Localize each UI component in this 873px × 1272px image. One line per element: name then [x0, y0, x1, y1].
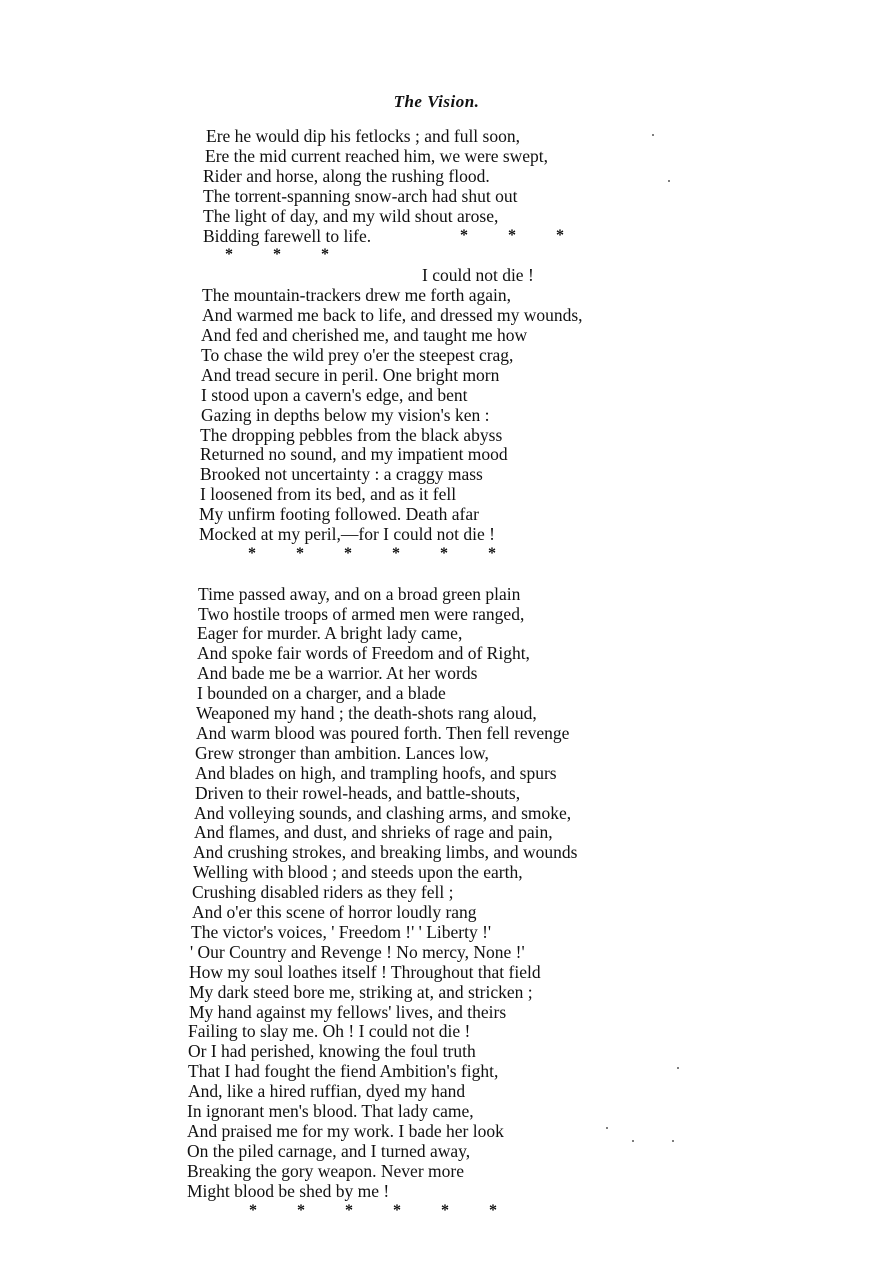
print-speck [632, 1140, 634, 1142]
poem-line: Grew stronger than ambition. Lances low, [195, 743, 489, 763]
poem-line: Two hostile troops of armed men were ranged, [198, 604, 525, 624]
poem-line: Ere he would dip his fetlocks ; and full soon, [206, 126, 520, 146]
poem-line: And spoke fair words of Freedom and of Right, [197, 643, 530, 663]
poem-line: Time passed away, and on a broad green plain [198, 584, 521, 604]
poem-line: The mountain-trackers drew me forth again, [202, 285, 512, 305]
print-speck [672, 1140, 674, 1142]
poem-line: Mocked at my peril,—for I could not die ! [199, 524, 495, 544]
poem-line: And praised me for my work. I bade her look [187, 1121, 504, 1141]
poem-line: And flames, and dust, and shrieks of rage and pain, [194, 822, 553, 842]
poem-line: My dark steed bore me, striking at, and stricken ; [189, 982, 533, 1002]
poem-line: Breaking the gory weapon. Never more [187, 1161, 464, 1181]
print-speck [606, 1127, 608, 1129]
poem-line: Ere the mid current reached him, we were swept, [205, 146, 549, 166]
poem-line: Or I had perished, knowing the foul truth [188, 1041, 476, 1061]
print-speck [652, 134, 654, 136]
section-break-asterisks: * * * * * * [249, 1202, 497, 1219]
poem-line: I could not die ! [422, 265, 534, 285]
section-break-asterisks: * * * [225, 246, 329, 263]
poem-line: Eager for murder. A bright lady came, [197, 623, 463, 643]
poem-line: And, like a hired ruffian, dyed my hand [188, 1081, 466, 1101]
poem-line: Weaponed my hand ; the death-shots rang aloud, [196, 703, 537, 723]
poem-line: The victor's voices, ' Freedom !' ' Liberty !' [191, 922, 492, 942]
poem-line: ' Our Country and Revenge ! No mercy, None !' [190, 942, 525, 962]
poem-line: And warmed me back to life, and dressed my wounds, [202, 305, 583, 325]
poem-line: And o'er this scene of horror loudly rang [192, 902, 477, 922]
poem-line: Returned no sound, and my impatient mood [200, 444, 508, 464]
poem-line: And crushing strokes, and breaking limbs, and wounds [193, 842, 578, 862]
poem-line: Might blood be shed by me ! [187, 1181, 390, 1201]
poem-line: Gazing in depths below my vision's ken : [201, 405, 490, 425]
poem-line: To chase the wild prey o'er the steepest crag, [201, 345, 514, 365]
poem-line: And fed and cherished me, and taught me how [201, 325, 528, 345]
poem-line: And bade me be a warrior. At her words [197, 663, 478, 683]
poem-line: The light of day, and my wild shout arose, [203, 206, 499, 226]
poem-line: Failing to slay me. Oh ! I could not die ! [188, 1021, 471, 1041]
print-speck [668, 180, 670, 182]
poem-line: On the piled carnage, and I turned away, [187, 1141, 471, 1161]
poem-line: My unfirm footing followed. Death afar [199, 504, 479, 524]
poem-line: Bidding farewell to life. [203, 226, 372, 246]
poem-line: In ignorant men's blood. That lady came, [187, 1101, 474, 1121]
poem-line: My hand against my fellows' lives, and theirs [189, 1002, 507, 1022]
poem-line: And volleying sounds, and clashing arms, and smoke, [194, 803, 572, 823]
section-break-asterisks: * * * [460, 227, 564, 244]
poem-line: And tread secure in peril. One bright morn [201, 365, 500, 385]
poem-line: The dropping pebbles from the black abyss [200, 425, 503, 445]
poem-line: How my soul loathes itself ! Throughout that field [189, 962, 541, 982]
poem-line: I bounded on a charger, and a blade [197, 683, 446, 703]
poem-line: And warm blood was poured forth. Then fell revenge [196, 723, 570, 743]
poem-line: I loosened from its bed, and as it fell [200, 484, 457, 504]
running-head: The Vision. [393, 92, 480, 111]
section-break-asterisks: * * * * * * [248, 545, 496, 562]
poem-line: I stood upon a cavern's edge, and bent [201, 385, 468, 405]
poem-line: And blades on high, and trampling hoofs, and spurs [195, 763, 557, 783]
poem-line: Crushing disabled riders as they fell ; [192, 882, 454, 902]
poem-line: Driven to their rowel-heads, and battle-shouts, [195, 783, 521, 803]
poem-line: The torrent-spanning snow-arch had shut out [203, 186, 518, 206]
poem-line: That I had fought the fiend Ambition's fight, [188, 1061, 499, 1081]
poem-line: Brooked not uncertainty : a craggy mass [200, 464, 483, 484]
poem-line: Welling with blood ; and steeds upon the earth, [193, 862, 523, 882]
print-speck [677, 1067, 679, 1069]
poem-line: Rider and horse, along the rushing flood. [203, 166, 490, 186]
